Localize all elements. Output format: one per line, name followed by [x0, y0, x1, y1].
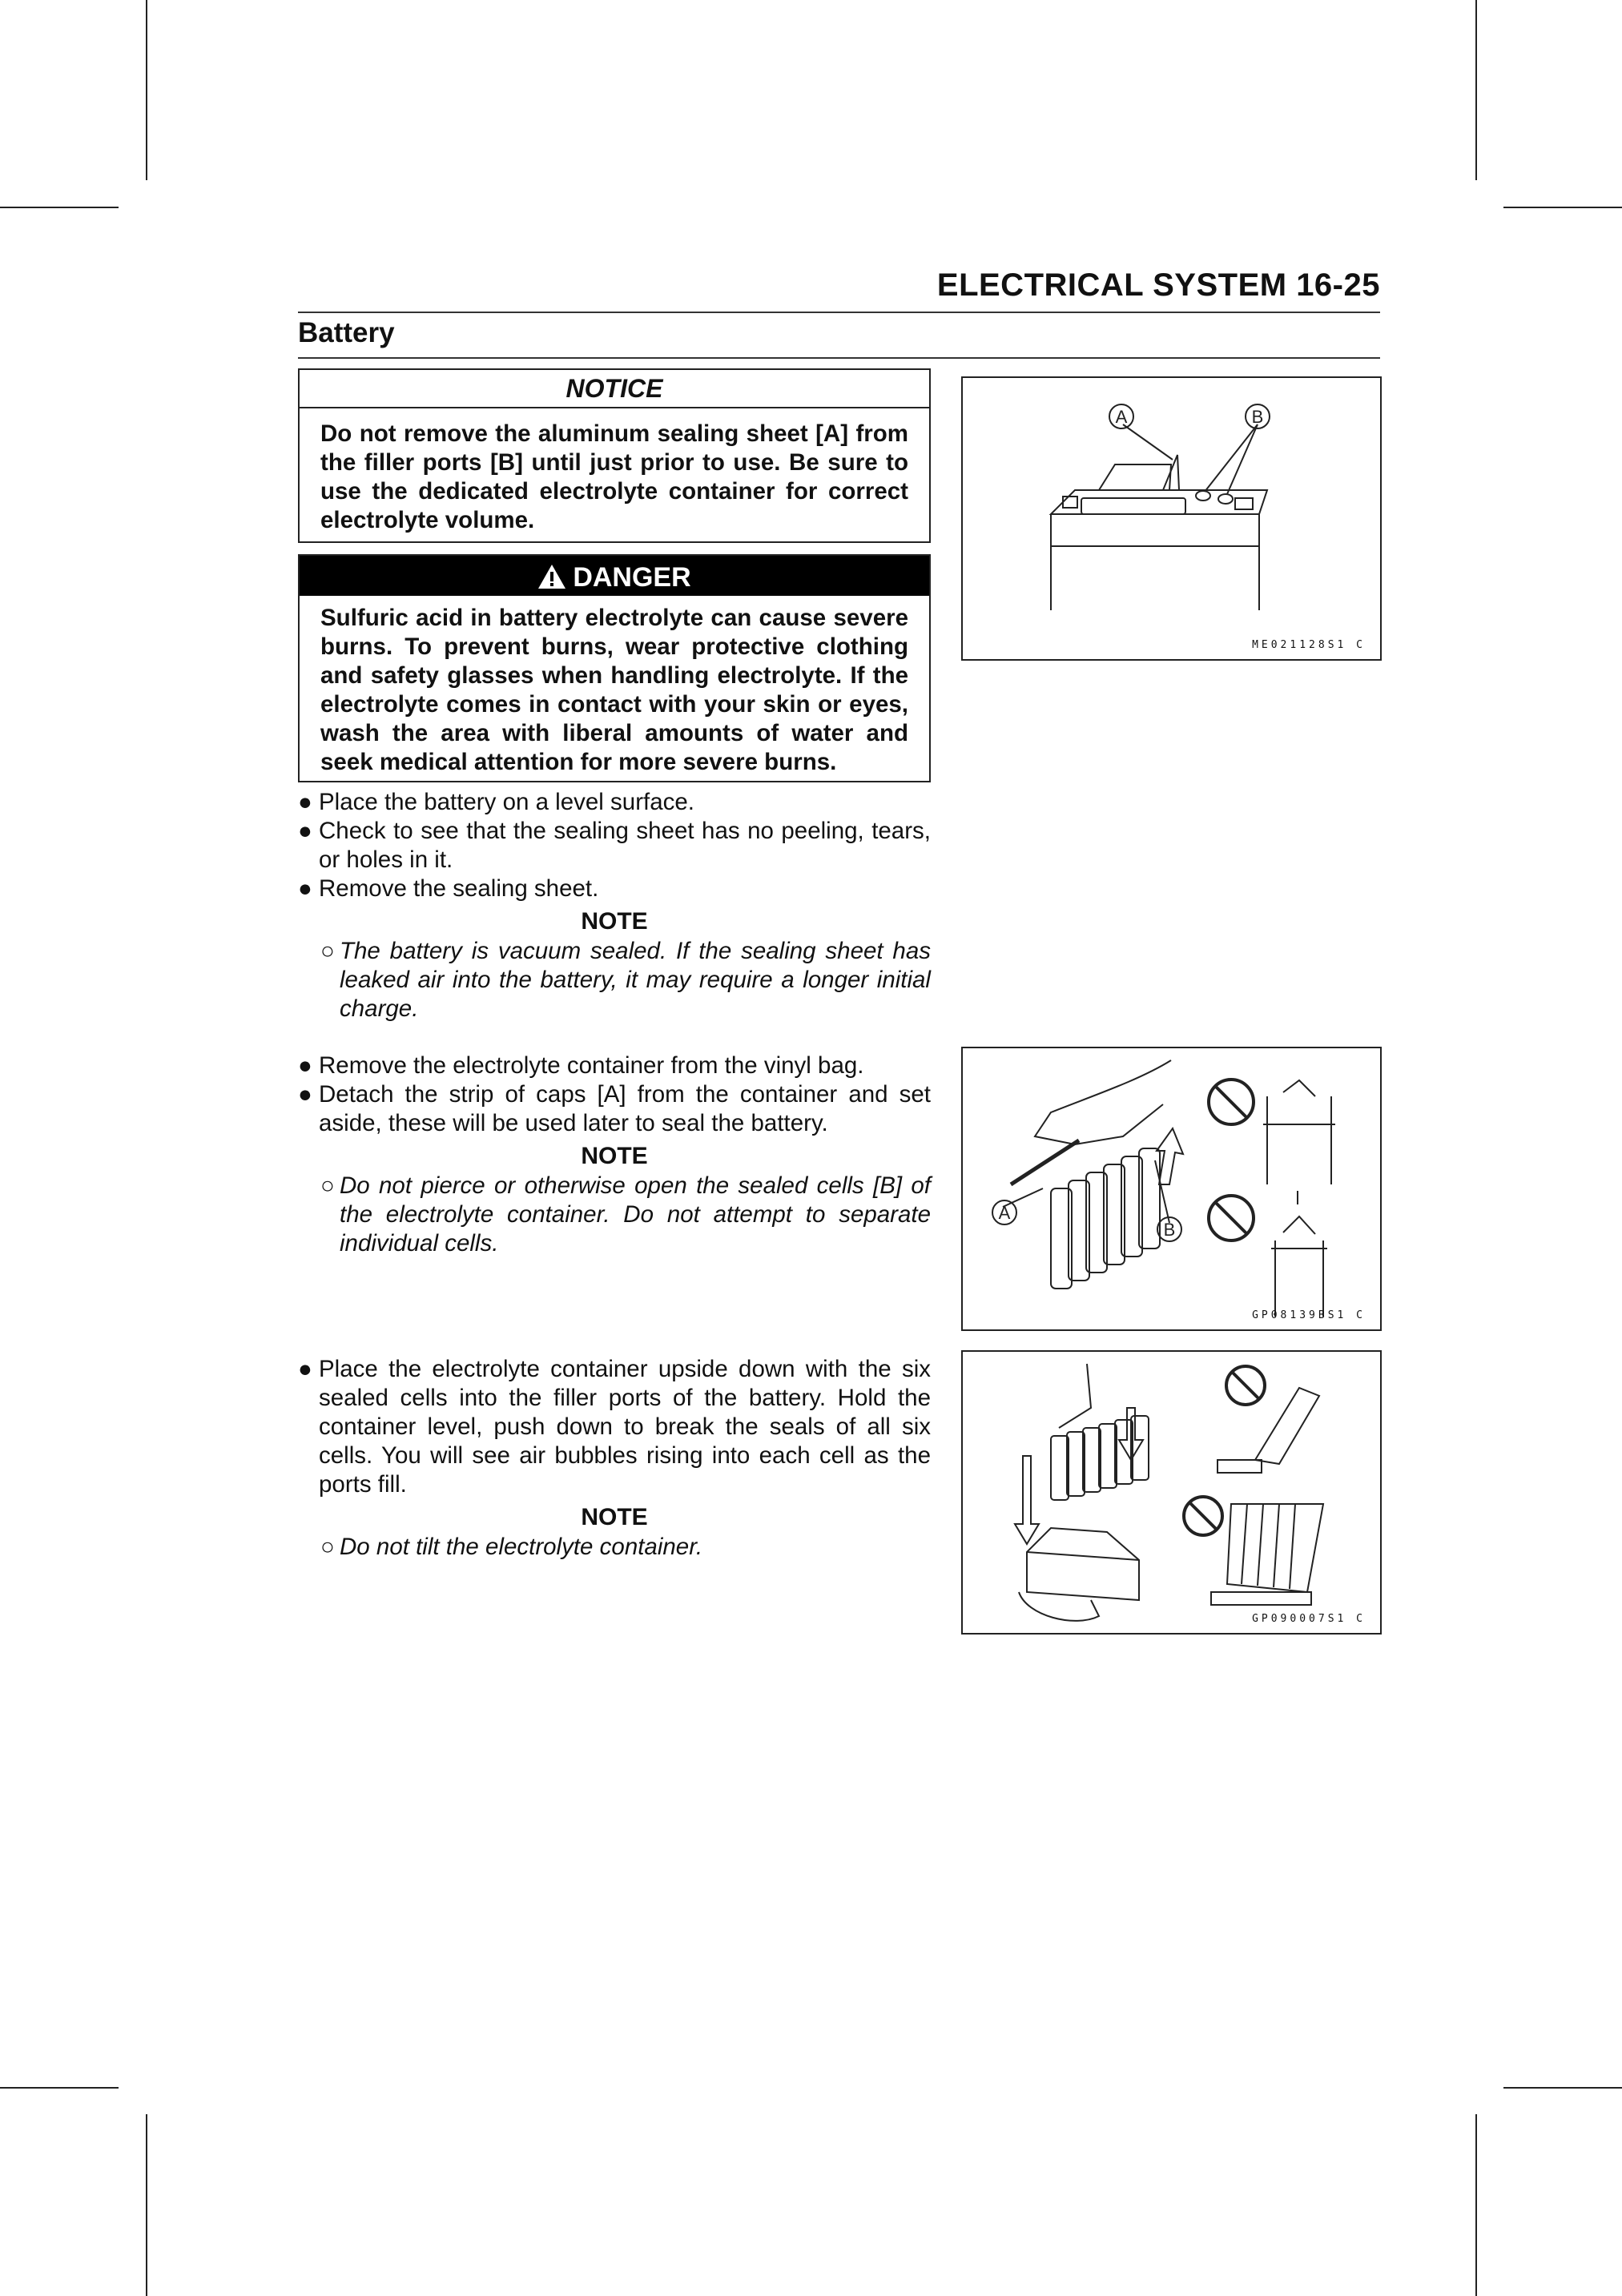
section-title: Battery: [298, 317, 395, 348]
note-text: The battery is vacuum sealed. If the sealing sheet has leaked air into the battery, it may require a longer initial charge.: [340, 938, 931, 1022]
notice-text: Do not remove the aluminum sealing sheet [A] from the filler ports [B] until just prior to use. Be sure to use the dedicated electrolyte container for correct electrolyte volume.: [320, 420, 908, 533]
steps-group-1: [298, 788, 931, 1023]
step-text: Remove the sealing sheet.: [319, 875, 599, 902]
crop-mark: [146, 2114, 147, 2296]
container-illustration: [963, 1048, 1383, 1333]
bullet-icon: ●: [298, 1081, 312, 1108]
crop-mark: [0, 207, 119, 208]
list-item: [298, 817, 931, 875]
steps-group-2: [298, 1051, 931, 1258]
crop-mark: [1503, 207, 1622, 208]
callout-a: A: [1115, 407, 1128, 427]
warning-triangle-icon: [537, 564, 566, 589]
danger-box: [298, 554, 931, 782]
list-item: [298, 1080, 931, 1138]
note-marker-icon: ○: [320, 1534, 335, 1560]
callout-b: B: [1251, 407, 1264, 427]
figure-code: ME021128S1 C: [1252, 639, 1366, 651]
notice-label: NOTICE: [300, 370, 929, 408]
step-text: Place the battery on a level surface.: [319, 789, 694, 815]
danger-label: DANGER: [573, 562, 691, 593]
crop-mark: [1475, 2114, 1477, 2296]
list-item: [298, 875, 931, 903]
bullet-icon: ●: [298, 875, 312, 902]
step-text: Check to see that the sealing sheet has no peeling, tears, or holes in it.: [319, 818, 931, 873]
note-label: NOTE: [581, 908, 648, 935]
header-rule: [298, 312, 1380, 313]
step-text: Remove the electrolyte container from the vinyl bag.: [319, 1052, 864, 1079]
note-marker-icon: ○: [320, 1172, 335, 1199]
note-text: Do not tilt the electrolyte container.: [340, 1534, 703, 1560]
list-item: [298, 788, 931, 817]
bullet-icon: ●: [298, 1356, 312, 1382]
page-header: ELECTRICAL SYSTEM 16-25: [936, 267, 1380, 303]
figure-electrolyte-container: [961, 1047, 1382, 1331]
note-item: [298, 1533, 931, 1562]
crop-mark: [0, 2087, 119, 2089]
crop-mark: [1475, 0, 1477, 180]
battery-illustration: [963, 378, 1383, 662]
bullet-icon: ●: [298, 789, 312, 815]
step-text: Place the electrolyte container upside down with the six sealed cells into the filler ports of the battery. Hold the container level, push down to break the seals of all six cells. You will see air bubbles rising into each cell as the ports fill.: [319, 1356, 931, 1498]
step-text: Detach the strip of caps [A] from the container and set aside, these will be used later to seal the battery.: [319, 1081, 931, 1136]
list-item: [298, 1355, 931, 1499]
filling-illustration: [963, 1352, 1383, 1636]
steps-group-3: [298, 1355, 931, 1562]
note-text: Do not pierce or otherwise open the sealed cells [B] of the electrolyte container. Do not attempt to separate individual cells.: [340, 1172, 931, 1257]
note-item: [298, 937, 931, 1023]
danger-header: [300, 556, 929, 596]
crop-mark: [1503, 2087, 1622, 2089]
callout-a: A: [998, 1203, 1011, 1223]
figure-battery-sealing-sheet: [961, 376, 1382, 661]
figure-code: GP08139BS1 C: [1252, 1309, 1366, 1321]
callout-b: B: [1163, 1220, 1176, 1240]
notice-box: [298, 368, 931, 543]
danger-text: Sulfuric acid in battery electrolyte can cause severe burns. To prevent burns, wear protective clothing and safety glasses when handling electrolyte. If the electrolyte comes in contact with your skin or eyes, wash the area with liberal amounts of water and seek medical attention for more severe burns.: [320, 605, 908, 775]
figure-code: GP090007S1 C: [1252, 1613, 1366, 1625]
note-label: NOTE: [581, 1143, 648, 1169]
bullet-icon: ●: [298, 1052, 312, 1079]
section-rule: [298, 357, 1380, 359]
note-label: NOTE: [581, 1504, 648, 1530]
list-item: [298, 1051, 931, 1080]
note-marker-icon: ○: [320, 938, 335, 964]
figure-filling-battery: [961, 1350, 1382, 1635]
note-item: [298, 1172, 931, 1258]
bullet-icon: ●: [298, 818, 312, 844]
crop-mark: [146, 0, 147, 180]
